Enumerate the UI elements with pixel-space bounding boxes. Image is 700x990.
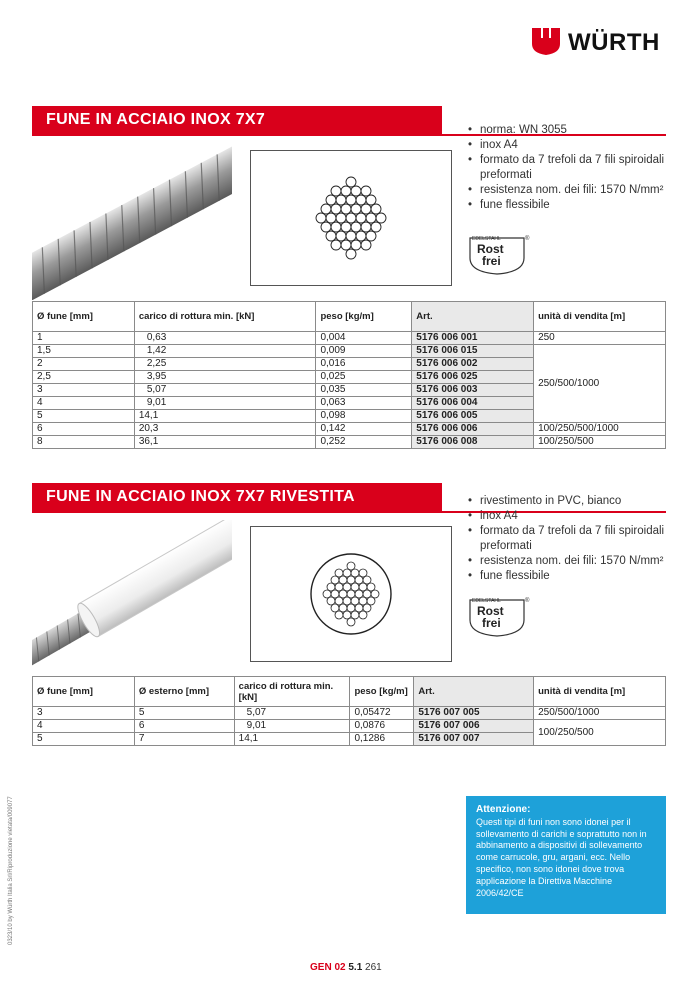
cell-diameter: 2 xyxy=(33,358,135,371)
badge-top-text: EDELSTAHL xyxy=(472,236,501,242)
cell-weight: 0,1286 xyxy=(350,733,414,746)
cell-load: 36,1 xyxy=(134,436,316,449)
section2-cross-section-diagram xyxy=(250,526,452,662)
rostfrei-badge xyxy=(468,232,528,276)
cell-art: 5176 007 005 xyxy=(414,707,534,720)
cell-diameter: 5 xyxy=(33,410,135,423)
page-footer xyxy=(310,962,382,973)
cell-art: 5176 007 007 xyxy=(414,733,534,746)
badge-mark: ® xyxy=(525,236,530,242)
feature-item: • formato da 7 trefoli da 7 fili spiroidali preformati xyxy=(468,524,668,554)
cell-art: 5176 006 005 xyxy=(412,410,534,423)
cell-diameter: 3 xyxy=(33,384,135,397)
col-header: peso [kg/m] xyxy=(316,302,412,332)
cell-load: 14,1 xyxy=(234,733,350,746)
col-header: unità di vendita [m] xyxy=(534,302,666,332)
cell-unit-merged: 250/500/1000 xyxy=(534,345,666,423)
rostfrei-icon xyxy=(468,594,532,638)
cell-weight: 0,142 xyxy=(316,423,412,436)
feature-item: • resistenza nom. dei fili: 1570 N/mm² xyxy=(468,183,668,198)
cell-weight: 0,004 xyxy=(316,332,412,345)
footer-gen: GEN 02 xyxy=(310,962,346,973)
footer-section: 5.1 xyxy=(348,962,363,973)
table-row xyxy=(33,436,666,449)
table-row xyxy=(33,345,666,358)
col-header: Ø fune [mm] xyxy=(33,302,135,332)
col-header: Art. xyxy=(414,677,534,707)
col-header: Ø fune [mm] xyxy=(33,677,135,707)
feature-item: • norma: WN 3055 xyxy=(468,123,668,138)
section1-cross-section-diagram xyxy=(250,150,452,286)
cell-outer: 7 xyxy=(134,733,234,746)
feature-item: • resistenza nom. dei fili: 1570 N/mm² xyxy=(468,554,668,569)
col-header: Art. xyxy=(412,302,534,332)
cell-load: 9,01 xyxy=(134,397,316,410)
section1-features xyxy=(468,123,668,213)
cell-art: 5176 006 002 xyxy=(412,358,534,371)
cell-load: 3,95 xyxy=(134,371,316,384)
cell-diameter: 4 xyxy=(33,720,135,733)
cell-outer: 5 xyxy=(134,707,234,720)
table-row xyxy=(33,332,666,345)
badge-line1: Rost xyxy=(477,604,504,618)
rostfrei-icon xyxy=(468,232,532,276)
section2-product-photo xyxy=(32,520,232,670)
attention-box xyxy=(466,796,666,914)
coated-strand-cross-section-icon xyxy=(251,527,451,661)
footer-page: 261 xyxy=(365,962,382,973)
cell-unit: 100/250/500 xyxy=(534,436,666,449)
cell-weight: 0,252 xyxy=(316,436,412,449)
cell-art: 5176 007 006 xyxy=(414,720,534,733)
cell-unit: 100/250/500/1000 xyxy=(534,423,666,436)
cell-art: 5176 006 015 xyxy=(412,345,534,358)
cell-weight: 0,016 xyxy=(316,358,412,371)
badge-line2: frei xyxy=(482,616,501,630)
cell-load: 2,25 xyxy=(134,358,316,371)
section2-title: FUNE IN ACCIAIO INOX 7X7 RIVESTITA xyxy=(32,483,442,511)
table-row xyxy=(33,707,666,720)
wurth-logo-icon xyxy=(530,26,562,56)
cell-weight: 0,05472 xyxy=(350,707,414,720)
rostfrei-badge xyxy=(468,594,528,638)
section1-product-photo xyxy=(32,140,232,300)
badge-top-text: EDELSTAHL xyxy=(472,598,501,604)
attention-heading: Attenzione: xyxy=(476,804,531,815)
strand-cross-section-icon xyxy=(251,151,451,285)
feature-item: • inox A4 xyxy=(468,509,668,524)
section1-title: FUNE IN ACCIAIO INOX 7X7 xyxy=(32,106,442,134)
cell-outer: 6 xyxy=(134,720,234,733)
cell-diameter: 3 xyxy=(33,707,135,720)
cell-load: 1,42 xyxy=(134,345,316,358)
brand-logo xyxy=(530,26,670,60)
feature-item: • inox A4 xyxy=(468,138,668,153)
section2-features xyxy=(468,494,668,584)
feature-item: • fune flessibile xyxy=(468,569,668,584)
table-row xyxy=(33,720,666,733)
cell-load: 0,63 xyxy=(134,332,316,345)
cell-weight: 0,009 xyxy=(316,345,412,358)
feature-item: • rivestimento in PVC, bianco xyxy=(468,494,668,509)
cell-weight: 0,098 xyxy=(316,410,412,423)
cell-diameter: 2,5 xyxy=(33,371,135,384)
cell-load: 20,3 xyxy=(134,423,316,436)
badge-line1: Rost xyxy=(477,242,504,256)
col-header: carico di rottura min. [kN] xyxy=(134,302,316,332)
cell-unit-merged: 100/250/500 xyxy=(534,720,666,746)
feature-item: • fune flessibile xyxy=(468,198,668,213)
cell-diameter: 1 xyxy=(33,332,135,345)
copyright-note: 0323/10 by Würth Italia Srl/Riproduzione vietata/009077 xyxy=(8,796,14,945)
cell-diameter: 6 xyxy=(33,423,135,436)
col-header: carico di rottura min. [kN] xyxy=(234,677,350,707)
cell-weight: 0,035 xyxy=(316,384,412,397)
cell-weight: 0,0876 xyxy=(350,720,414,733)
cell-diameter: 1,5 xyxy=(33,345,135,358)
feature-item: • formato da 7 trefoli da 7 fili spiroidali preformati xyxy=(468,153,668,183)
col-header: peso [kg/m] xyxy=(350,677,414,707)
cell-load: 9,01 xyxy=(234,720,350,733)
cell-diameter: 5 xyxy=(33,733,135,746)
col-header: Ø esterno [mm] xyxy=(134,677,234,707)
cell-art: 5176 006 006 xyxy=(412,423,534,436)
cell-diameter: 4 xyxy=(33,397,135,410)
cell-weight: 0,025 xyxy=(316,371,412,384)
attention-text: Questi tipi di funi non sono idonei per il sollevamento di carichi e soprattutto non in abbinamento a dispositivi di sollevamento come carrucole, gru, argani, ecc. Nello specifico, non sono idonei dove trova applicazione la Direttiva Macchine 2006/42/CE xyxy=(476,816,647,898)
cell-art: 5176 006 001 xyxy=(412,332,534,345)
section2-spec-table xyxy=(32,676,666,746)
cell-load: 14,1 xyxy=(134,410,316,423)
table-row xyxy=(33,423,666,436)
cell-art: 5176 006 008 xyxy=(412,436,534,449)
cell-diameter: 8 xyxy=(33,436,135,449)
cell-art: 5176 006 004 xyxy=(412,397,534,410)
cell-art: 5176 006 003 xyxy=(412,384,534,397)
section1-spec-table xyxy=(32,301,666,449)
brand-name: WÜRTH xyxy=(568,29,660,56)
cell-art: 5176 006 025 xyxy=(412,371,534,384)
cell-weight: 0,063 xyxy=(316,397,412,410)
cell-unit: 250/500/1000 xyxy=(534,707,666,720)
cell-load: 5,07 xyxy=(234,707,350,720)
cell-load: 5,07 xyxy=(134,384,316,397)
col-header: unità di vendita [m] xyxy=(534,677,666,707)
badge-line2: frei xyxy=(482,254,501,268)
badge-mark: ® xyxy=(525,598,530,604)
cell-unit: 250 xyxy=(534,332,666,345)
